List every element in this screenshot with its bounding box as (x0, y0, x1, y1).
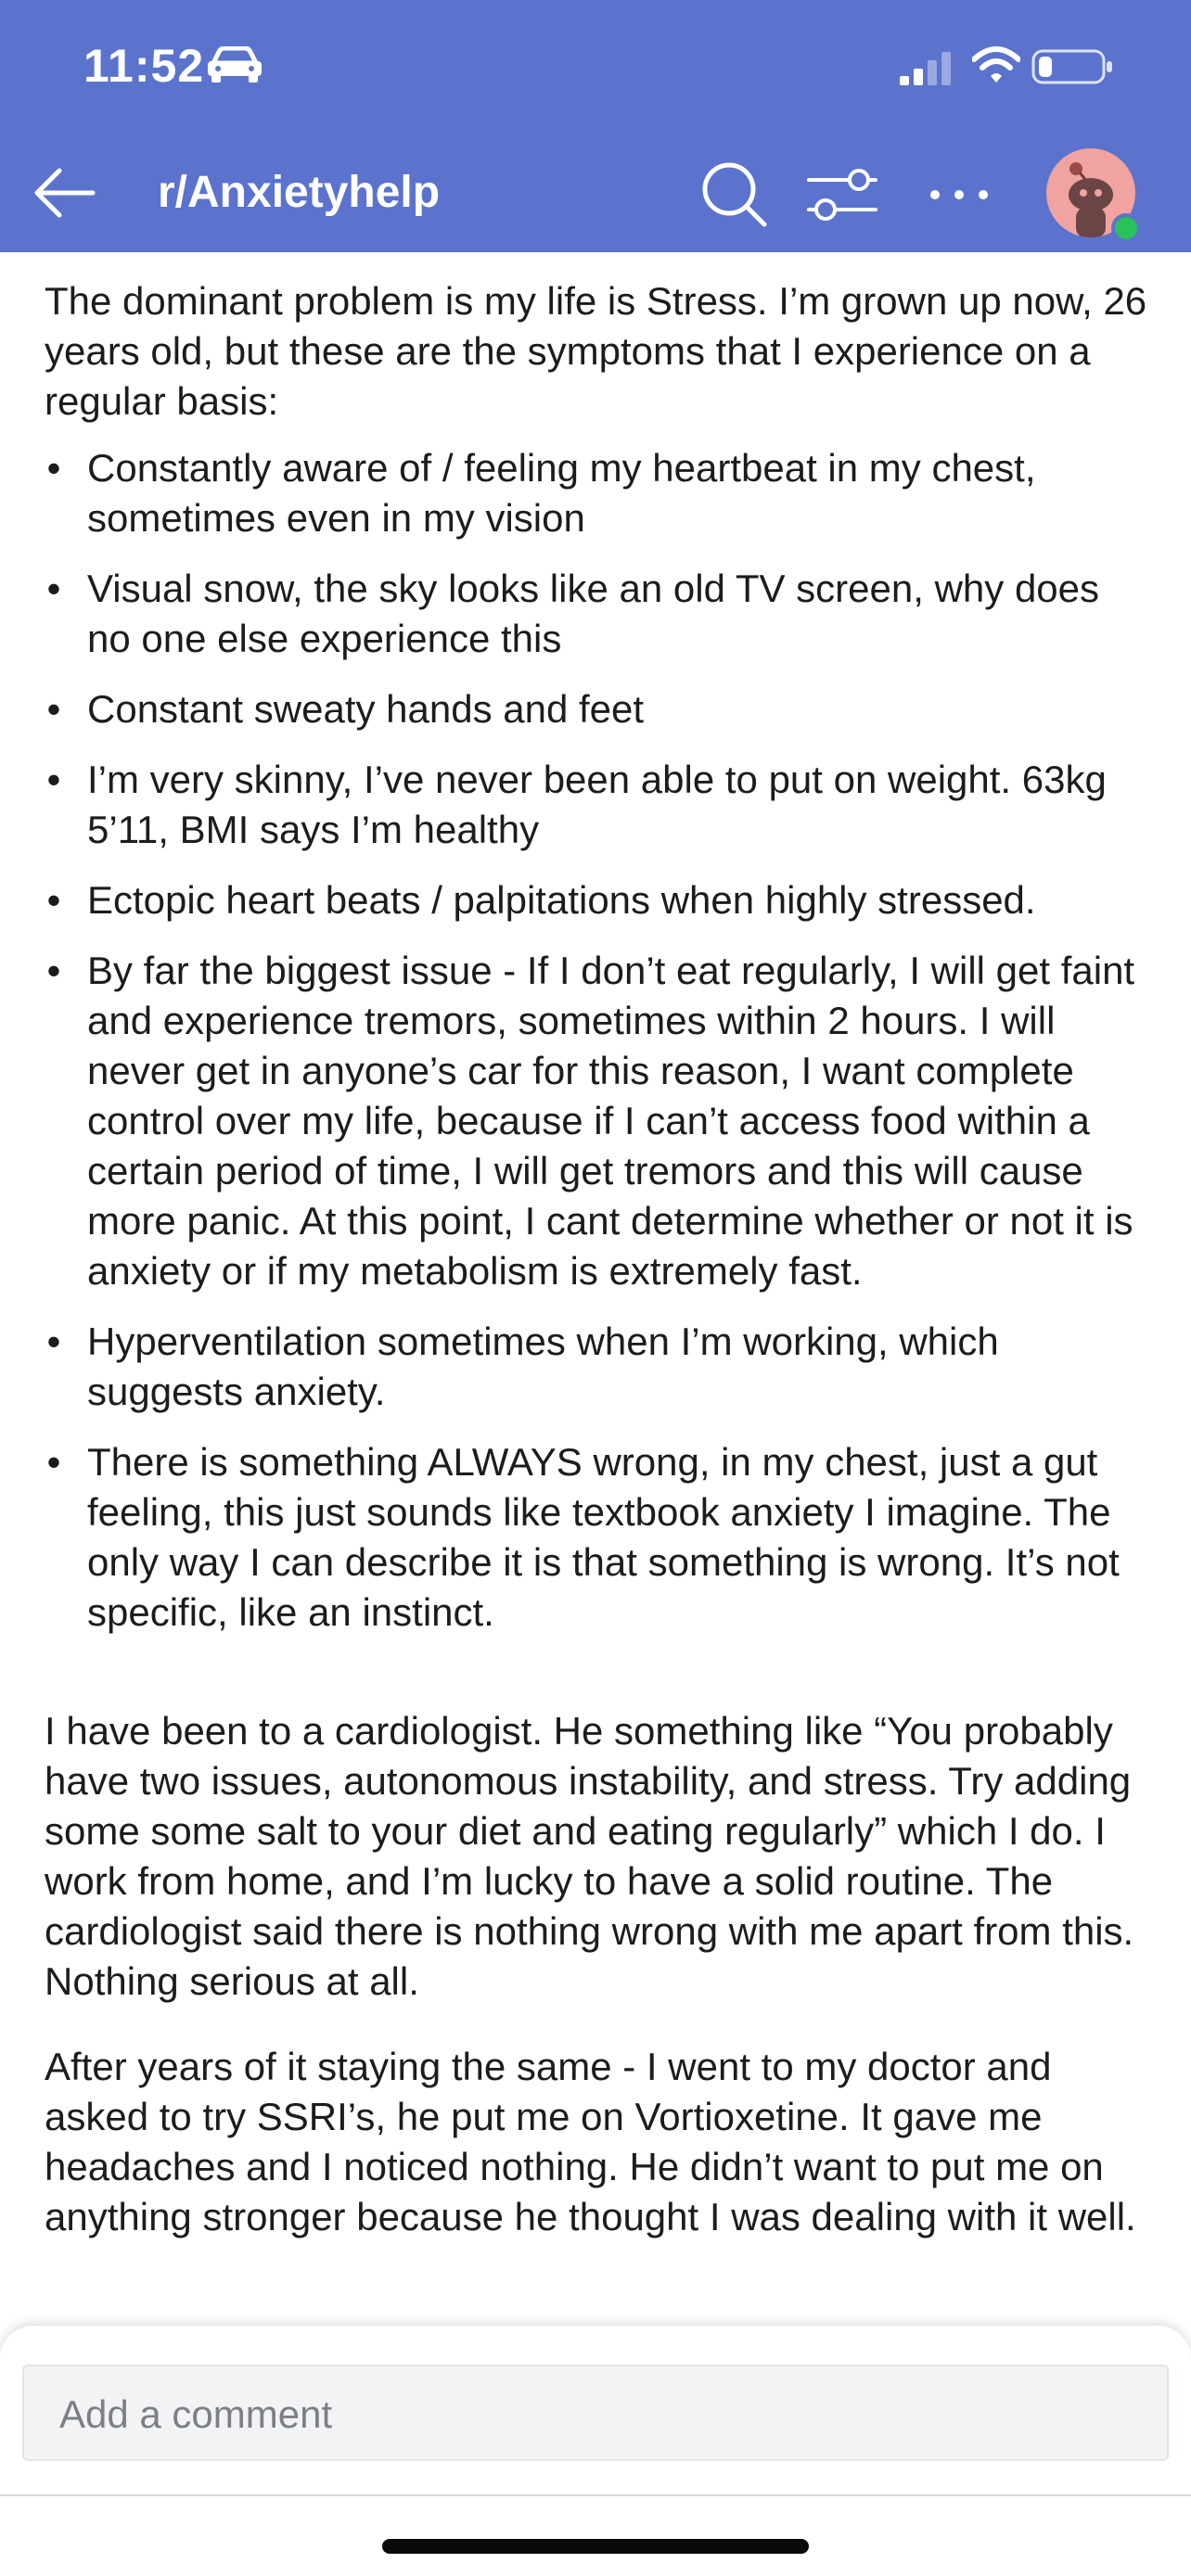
bullet: • (46, 1440, 61, 1484)
nav-bar (0, 139, 1191, 252)
list-item (45, 443, 1148, 543)
bullet: • (46, 949, 61, 992)
search-icon[interactable] (698, 158, 772, 232)
post-body (45, 276, 1148, 2242)
list-item-text: By far the biggest issue - If I don’t eat regularly, I will get faint and experience tremors, sometimes within 2 hours. I will never get in anyone’s car for this reason, I want complete control over my life, because if I can’t access food within a certain period of time, I will get tremors and this will cause more panic. At this point, I cant determine whether or not it is anxiety or if my metabolism is extremely fast. (87, 949, 1135, 1293)
list-item (45, 875, 1148, 925)
comment-placeholder: Add a comment (59, 2392, 333, 2436)
status-bar (0, 0, 1191, 139)
filter-icon[interactable] (805, 161, 879, 228)
subreddit-title[interactable]: r/Anxietyhelp (158, 168, 441, 217)
post-intro: The dominant problem is my life is Stress. I’m grown up now, 26 years old, but these are the symptoms that I experience on a regular basis: (45, 279, 1147, 423)
back-arrow-icon[interactable] (28, 156, 102, 230)
list-item (45, 684, 1148, 734)
list-item-text: I’m very skinny, I’ve never been able to put on weight. 63kg 5’11, BMI says I’m healthy (87, 758, 1107, 851)
home-indicator[interactable] (382, 2539, 809, 2554)
divider (0, 2494, 1191, 2496)
list-item-text: Constantly aware of / feeling my heartbeat in my chest, sometimes even in my vision (87, 446, 1036, 540)
bullet: • (46, 567, 61, 610)
list-item-text: Ectopic heart beats / palpitations when highly stressed. (87, 878, 1036, 922)
list-item (45, 1317, 1148, 1417)
bullet: • (46, 687, 61, 731)
bullet: • (46, 1320, 61, 1363)
online-status-dot (1111, 213, 1141, 243)
list-item (45, 564, 1148, 664)
spacer (45, 2007, 1148, 2042)
list-item-text: There is something ALWAYS wrong, in my chest, just a gut feeling, this just sounds like textbook anxiety I imagine. The only way I can describe it is that something is wrong. It’s not specific, like an instinct. (87, 1440, 1120, 1634)
symptom-list (45, 443, 1148, 1638)
list-item-text: Visual snow, the sky looks like an old TV screen, why does no one else experience this (87, 567, 1100, 660)
list-item (45, 1437, 1148, 1638)
list-item (45, 755, 1148, 855)
cellular-signal-icon (898, 50, 954, 87)
list-item (45, 946, 1148, 1296)
app-header (0, 0, 1191, 252)
car-icon (206, 46, 263, 83)
more-icon[interactable] (922, 169, 996, 221)
battery-icon (1031, 48, 1115, 85)
spacer (45, 1658, 1148, 1706)
list-item-text: Constant sweaty hands and feet (87, 687, 645, 731)
bullet: • (46, 446, 61, 490)
list-item-text: Hyperventilation sometimes when I’m working, which suggests anxiety. (87, 1320, 999, 1413)
bullet: • (46, 758, 61, 801)
wifi-icon (972, 45, 1020, 85)
post-paragraph-cardiologist: I have been to a cardiologist. He something like “You probably have two issues, autonomous instability, and stress. Try adding some some salt to your diet and eating regularly” which I do. I work from home, and I’m lucky to have a solid routine. The cardiologist said there is nothing wrong with me apart from this. Nothing serious at all. (45, 1709, 1134, 2003)
comment-input[interactable] (22, 2365, 1169, 2461)
bullet: • (46, 878, 61, 922)
status-time: 11:52 (83, 40, 205, 92)
post-paragraph-ssri: After years of it staying the same - I went to my doctor and asked to try SSRI’s, he put me on Vortioxetine. It gave me headaches and I noticed nothing. He didn’t want to put me on anything stronger because he thought I was dealing with it well. (45, 2045, 1136, 2238)
